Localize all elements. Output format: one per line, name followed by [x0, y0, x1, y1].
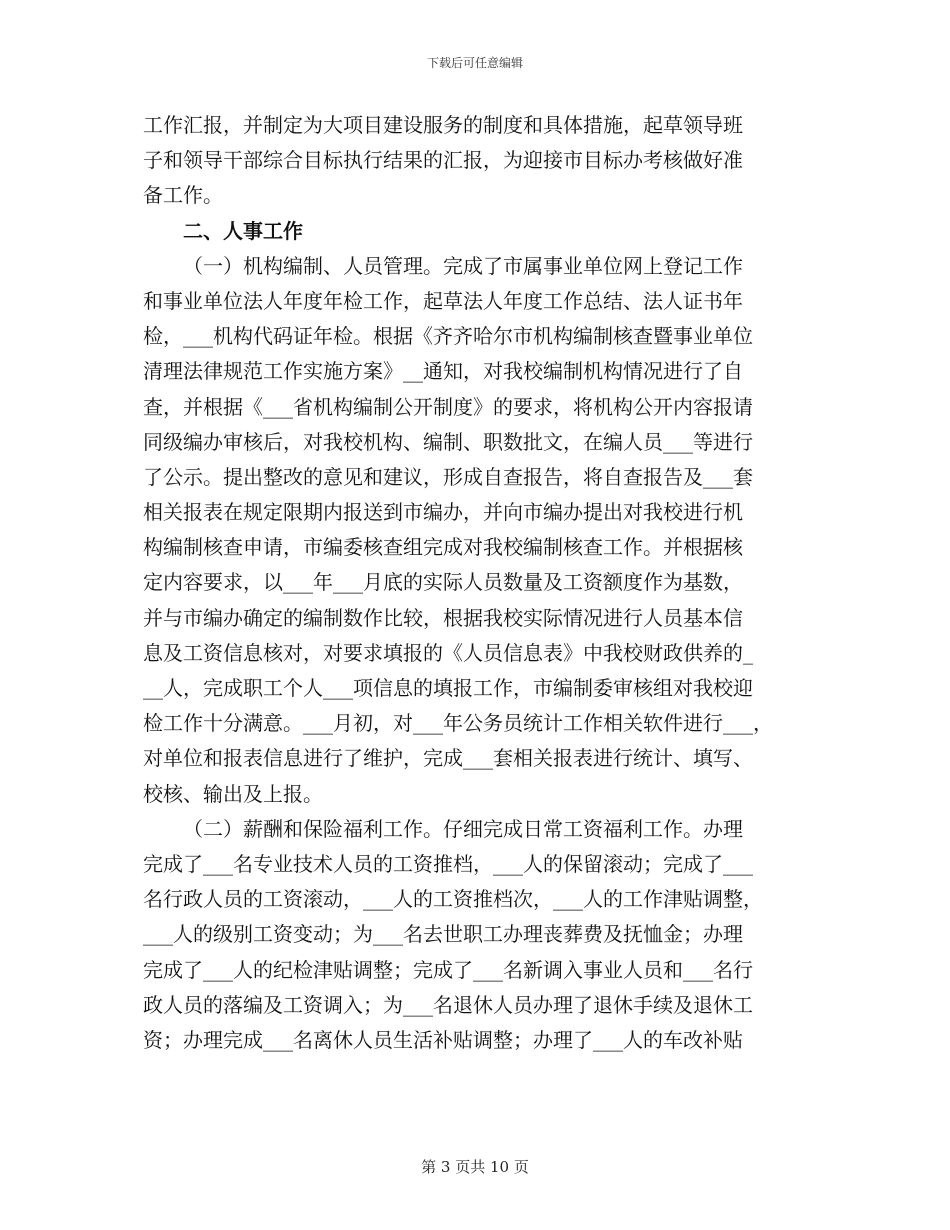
body-line: 名行政人员的工资滚动，___人的工资推档次，___人的工作津贴调整，	[143, 887, 763, 912]
body-line: 检工作十分满意。___月初，对___年公务员统计工作相关软件进行___，	[143, 711, 773, 736]
body-line: 相关报表在规定限期内报送到市编办，并向市编办提出对我校进行机	[143, 500, 743, 525]
page-footer: 第 3 页共 10 页	[421, 1158, 529, 1176]
body-line: 定内容要求，以___年___月底的实际人员数量及工资额度作为基数，	[143, 570, 743, 595]
body-line: 了公示。提出整改的意见和建议，形成自查报告，将自查报告及___套	[143, 464, 753, 489]
paragraph-start-line: （二）薪酬和保险福利工作。仔细完成日常工资福利工作。办理	[183, 816, 743, 841]
body-line: 和事业单位法人年度年检工作，起草法人年度工作总结、法人证书年	[143, 288, 743, 313]
paragraph-start-line: （一）机构编制、人员管理。完成了市属事业单位网上登记工作	[183, 253, 743, 278]
body-line: 并与市编办确定的编制数作比较，根据我校实际情况进行人员基本信	[143, 605, 743, 630]
body-line: 资；办理完成___名离休人员生活补贴调整；办理了___人的车改补贴	[143, 1027, 743, 1052]
body-line: 备工作。	[143, 183, 223, 208]
body-line: 检，___机构代码证年检。根据《齐齐哈尔市机构编制核查暨事业单位	[143, 324, 753, 349]
body-line: 政人员的落编及工资调入；为___名退休人员办理了退休手续及退休工	[143, 992, 753, 1017]
section-heading: 二、人事工作	[183, 218, 303, 243]
body-line: 查，并根据《___省机构编制公开制度》的要求，将机构公开内容报请	[143, 394, 753, 419]
body-line: ___人的级别工资变动；为___名去世职工办理丧葬费及抚恤金；办理	[143, 922, 743, 947]
body-line: 对单位和报表信息进行了维护，完成___套相关报表进行统计、填写、	[143, 746, 753, 771]
body-line: 校核、输出及上报。	[143, 781, 323, 806]
body-line: 清理法律规范工作实施方案》__通知，对我校编制机构情况进行了自	[143, 359, 743, 384]
body-line: 工作汇报，并制定为大项目建设服务的制度和具体措施，起草领导班	[143, 113, 743, 137]
page-header: 下载后可任意编辑	[426, 56, 523, 70]
document-body	[143, 108, 811, 1058]
body-line: __人，完成职工个人___项信息的填报工作，市编制委审核组对我校迎	[143, 676, 753, 700]
body-line: 同级编办审核后，对我校机构、编制、职数批文，在编人员___等进行	[143, 429, 753, 454]
body-line: 息及工资信息核对，对要求填报的《人员信息表》中我校财政供养的_	[143, 640, 753, 665]
body-line: 完成了___人的纪检津贴调整；完成了___名新调入事业人员和___名行	[143, 957, 753, 982]
body-line: 完成了___名专业技术人员的工资推档，___人的保留滚动；完成了___	[143, 851, 753, 876]
body-line: 子和领导干部综合目标执行结果的汇报，为迎接市目标办考核做好准	[143, 148, 743, 173]
body-line: 构编制核查申请，市编委核查组完成对我校编制核查工作。并根据核	[143, 535, 743, 560]
